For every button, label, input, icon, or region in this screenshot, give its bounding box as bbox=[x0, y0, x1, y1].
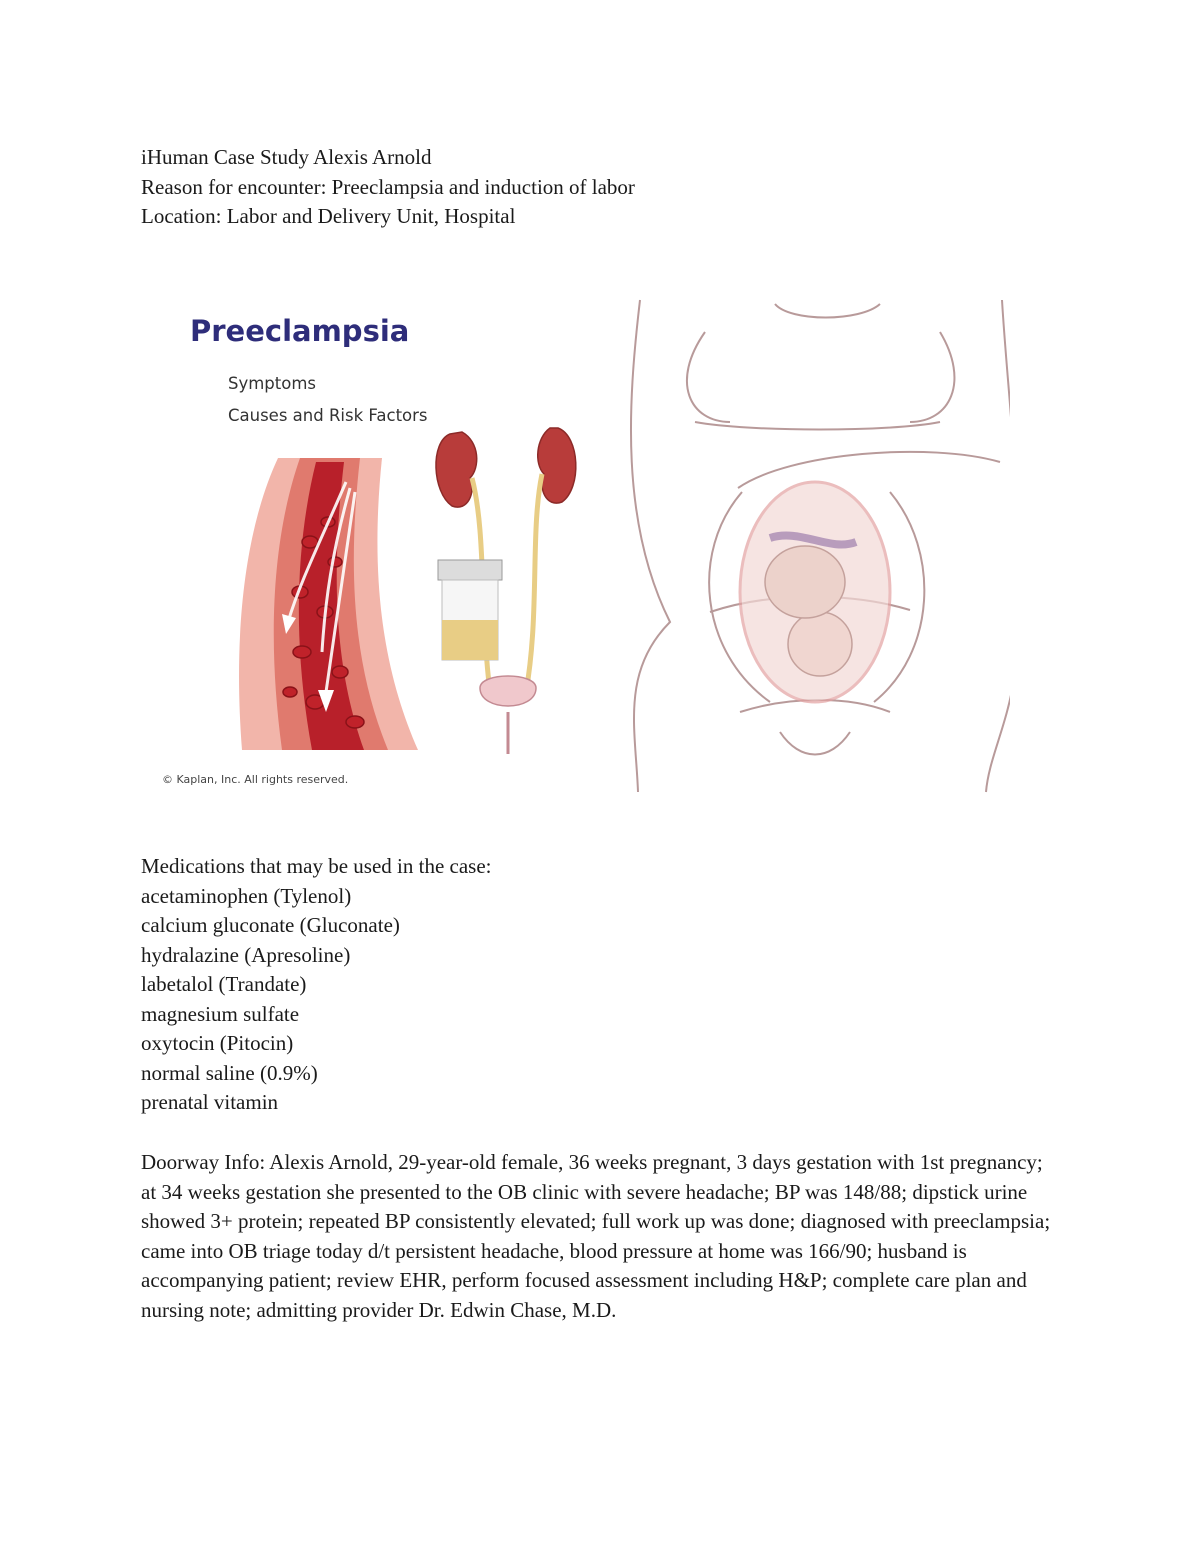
encounter-location: Location: Labor and Delivery Unit, Hospital bbox=[141, 204, 516, 228]
medication-item: hydralazine (Apresoline) bbox=[141, 942, 351, 967]
illustration-art bbox=[150, 292, 1010, 804]
document-title: iHuman Case Study Alexis Arnold bbox=[141, 145, 432, 169]
figure-subtitle-causes: Causes and Risk Factors bbox=[228, 406, 428, 425]
medication-item: normal saline (0.9%) bbox=[141, 1060, 318, 1085]
fetus-graphic bbox=[740, 482, 890, 702]
medication-item: calcium gluconate (Gluconate) bbox=[141, 913, 400, 937]
medication-item: magnesium sulfate bbox=[141, 1001, 300, 1026]
reason-for-encounter: Reason for encounter: Preeclampsia and induction of labor bbox=[141, 174, 635, 199]
document-header bbox=[141, 143, 635, 232]
urine-sample-cup bbox=[438, 560, 502, 660]
medications-section bbox=[141, 852, 491, 1118]
figure-subtitle-symptoms: Symptoms bbox=[228, 374, 317, 393]
medication-item: oxytocin (Pitocin) bbox=[141, 1031, 294, 1055]
medication-item: acetaminophen (Tylenol) bbox=[141, 883, 352, 908]
figure-title: Preeclampsia bbox=[190, 314, 410, 348]
doorway-info-paragraph: Doorway Info: Alexis Arnold, 29-year-old female, 36 weeks pregnant, 3 days gestation with 1st pregnancy; at 34 weeks gestation she presented to the OB clinic with severe headache; BP was 148/88; dipstick urine showed 3+ protein; repeated BP consistently elevated; full work up was done; diagnosed with preeclampsia; came into OB triage today d/t persistent headache, blood pressure at home was 166/90; husband is accompanying patient; review EHR, perform focused assessment including H&P; complete care plan and nursing note; admitting provider Dr. Edwin Chase, M.D. bbox=[141, 1150, 1051, 1322]
preeclampsia-illustration bbox=[150, 292, 1010, 804]
medications-heading: Medications that may be used in the case: bbox=[141, 854, 492, 878]
blood-vessel-graphic bbox=[239, 458, 418, 750]
medication-item: prenatal vitamin bbox=[141, 1090, 279, 1114]
medication-item: labetalol (Trandate) bbox=[141, 972, 307, 996]
figure-copyright: © Kaplan, Inc. All rights reserved. bbox=[162, 773, 349, 786]
